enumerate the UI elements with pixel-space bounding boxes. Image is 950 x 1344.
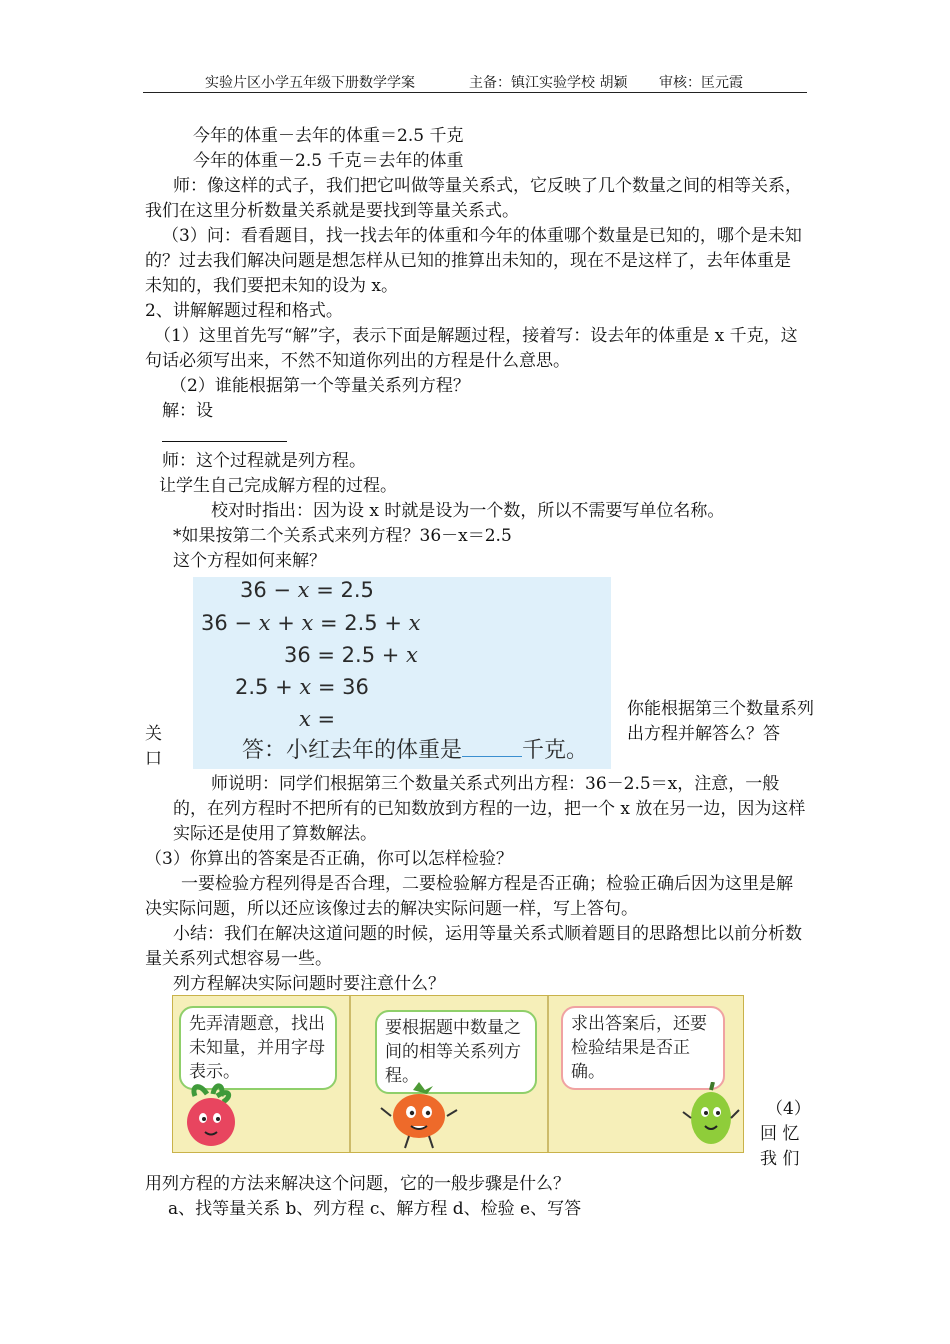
steps-question: 用列方程的方法来解决这个问题，它的一般步骤是什么？ — [145, 1174, 570, 1194]
page-header — [143, 74, 807, 93]
equation-line-5: x = — [299, 707, 336, 731]
reviewer: 审核：匡元霞 — [659, 75, 743, 91]
bubble-1: 先弄清题意，找出未知量，并用字母表示。 — [179, 1006, 337, 1090]
equation-line-3: 36 = 2.5 + x — [284, 643, 418, 667]
section-2-part-2: （2）谁能根据第一个等量关系列方程？ — [170, 376, 470, 396]
check-note: 校对时指出：因为设 x 时就是设为一个数，所以不需要写单位名称。 — [211, 501, 725, 521]
steps-list: a、找等量关系 b、列方程 c、解方程 d、检验 e、写答 — [168, 1199, 582, 1219]
cartoon-strip — [172, 995, 744, 1153]
equation-line-4: 2.5 + x = 36 — [235, 675, 369, 699]
relation-2: 今年的体重－2.5 千克＝去年的体重 — [193, 151, 464, 171]
bubble-3: 求出答案后，还要检验结果是否正确。 — [561, 1006, 725, 1090]
equation-answer: 答：小红去年的体重是 千克。 — [242, 738, 589, 763]
section-2-title: 2、讲解解题过程和格式。 — [145, 301, 343, 321]
solve-label: 解：设 — [162, 401, 213, 421]
equation-blank-line — [162, 441, 287, 442]
pepper-character-icon — [681, 1082, 741, 1150]
recall-2: 回 忆 — [760, 1124, 800, 1144]
recall-1: （4） — [766, 1099, 811, 1119]
question-3: （3）问：看看题目，找一找去年的体重和今年的体重哪个数量是已知的，哪个是未知的？过去我们解决问题是想怎样从已知的推算出未知的，现在不是这样了，去年体重是未知的，我们要把未知的设为 x。 — [145, 226, 802, 296]
equation-line-2: 36 − x + x = 2.5 + x — [201, 611, 421, 635]
teacher-note-3: 师说明：同学们根据第三个数量关系式列出方程：36－2.5＝x，注意，一般的，在列方程时不把所有的已知数放到方程的一边，把一个 x 放在另一边，因为这样实际还是使用了算数解法。 — [173, 774, 806, 844]
teacher-note-1: 师：像这样的式子，我们把它叫做等量关系式，它反映了几个数量之间的相等关系，我们在这里分析数量关系就是要找到等量关系式。 — [145, 176, 802, 221]
how-to-solve: 这个方程如何来解？ — [173, 551, 326, 571]
recall-3: 我 们 — [760, 1149, 800, 1169]
teacher-note-2: 师：这个过程就是列方程。 — [162, 451, 366, 471]
answer-blank — [462, 736, 522, 757]
verify-note: 一要检验方程列得是否合理，二要检验解方程是否正确；检验正确后因为这里是解决实际问题，所以还应该像过去的解决实际问题一样，写上答句。 — [145, 874, 793, 919]
third-relation-question: 你能根据第三个数量系列出方程并解答么？答 — [627, 699, 814, 744]
attention-question: 列方程解决实际问题时要注意什么？ — [173, 974, 445, 994]
panel-divider — [547, 996, 549, 1152]
equation-line-1: 36 − x = 2.5 — [240, 578, 374, 602]
question-3b: （3）你算出的答案是否正确，你可以怎样检验？ — [145, 849, 513, 869]
author: 主备：镇江实验学校 胡颖 — [469, 75, 628, 91]
tomato-character-icon — [379, 1080, 459, 1150]
second-equation-question: *如果按第二个关系式来列方程？36－x＝2.5 — [173, 526, 512, 546]
student-task: 让学生自己完成解方程的过程。 — [159, 476, 397, 496]
bubble-2: 要根据题中数量之间的相等关系列方程。 — [375, 1010, 537, 1094]
section-2-part-1: （1）这里首先写“解”字，表示下面是解题过程，接着写：设去年的体重是 x 千克，这句话必须写出来，不然不知道你列出的方程是什么意思。 — [145, 326, 798, 371]
radish-character-icon — [177, 1082, 247, 1150]
panel-divider — [349, 996, 351, 1152]
left-char-1: 关 — [145, 724, 162, 744]
relation-1: 今年的体重－去年的体重＝2.5 千克 — [193, 126, 464, 146]
course-title: 实验片区小学五年级下册数学学案 — [205, 75, 415, 91]
summary: 小结：我们在解决这道问题的时候，运用等量关系式顺着题目的思路想比以前分析数量关系列式想容易一些。 — [145, 924, 802, 969]
left-char-2: 口 — [145, 749, 162, 769]
